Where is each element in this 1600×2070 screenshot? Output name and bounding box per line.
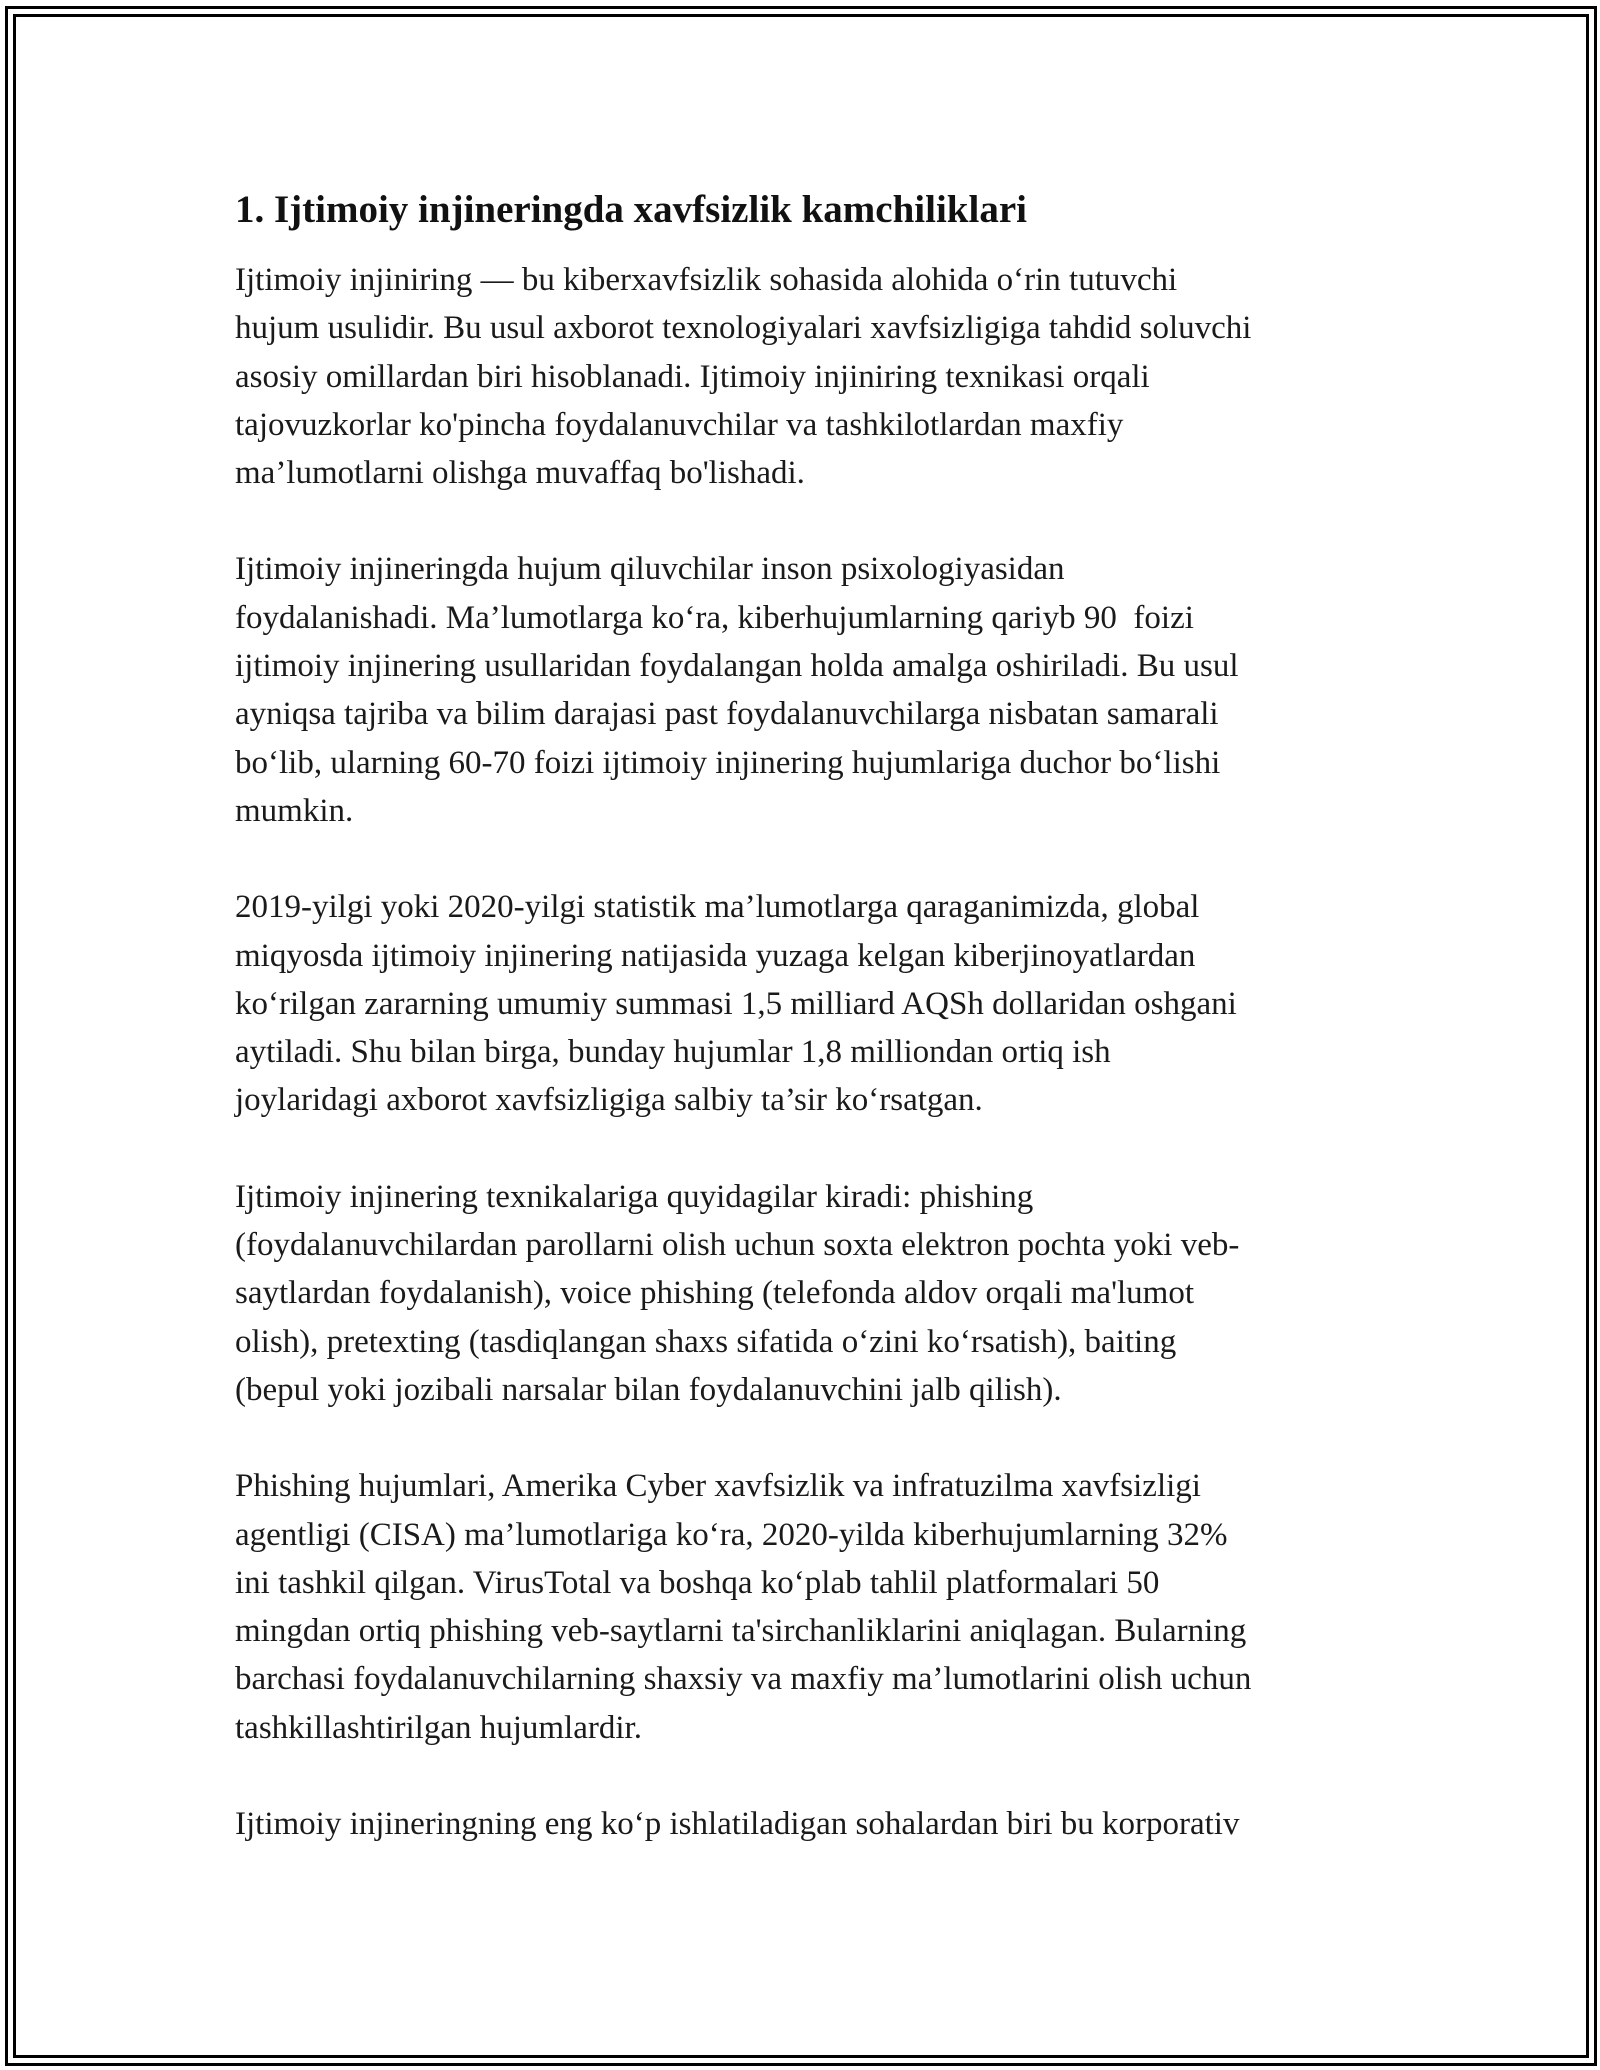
text-line: agentligi (CISA) ma’lumotlariga ko‘ra, 2020-yilda kiberhujumlarning 32% (235, 1516, 1228, 1553)
text-line: saytlardan foydalanish), voice phishing (telefonda aldov orqali ma'lumot (235, 1275, 1195, 1312)
paragraph-3 (235, 883, 1375, 1124)
text-line: bo‘lib, ularning 60-70 foizi ijtimoiy injinering hujumlariga duchor bo‘lishi (235, 744, 1221, 781)
text-line: Ijtimoiy injineringning eng ko‘p ishlatiladigan sohalardan biri bu korporativ (235, 1806, 1240, 1843)
text-line: ko‘rilgan zararning umumiy summasi 1,5 milliard AQSh dollaridan oshgani (235, 985, 1237, 1022)
text-line: Ijtimoiy injineringda hujum qiluvchilar inson psixologiyasidan (235, 551, 1065, 588)
text-line: ayniqsa tajriba va bilim darajasi past foydalanuvchilarga nisbatan samarali (235, 696, 1219, 733)
text-line: mingdan ortiq phishing veb-saytlarni ta'sirchanliklarini aniqlagan. Bularning (235, 1613, 1247, 1650)
text-line: asosiy omillardan biri hisoblanadi. Ijtimoiy injiniring texnikasi orqali (235, 358, 1150, 395)
text-line: Ijtimoiy injinering texnikalariga quyidagilar kiradi: phishing (235, 1178, 1034, 1215)
text-line: mumkin. (235, 792, 354, 829)
text-line: foydalanishadi. Ma’lumotlarga ko‘ra, kiberhujumlarning qariyb 90 foizi (235, 599, 1194, 636)
text-line: olish), pretexting (tasdiqlangan shaxs sifatida o‘zini ko‘rsatish), baiting (235, 1323, 1177, 1360)
text-line: miqyosda ijtimoiy injinering natijasida yuzaga kelgan kiberjinoyatlardan (235, 937, 1196, 974)
paragraph-2 (235, 545, 1375, 835)
paragraph-6 (235, 1800, 1375, 1848)
text-line: ijtimoiy injinering usullaridan foydalangan holda amalga oshiriladi. Bu usul (235, 648, 1239, 685)
text-line: tajovuzkorlar ko'pincha foydalanuvchilar va tashkilotlardan maxfiy (235, 406, 1124, 443)
text-line: (bepul yoki jozibali narsalar bilan foydalanuvchini jalb qilish). (235, 1371, 1062, 1408)
text-line: ini tashkil qilgan. VirusTotal va boshqa ko‘plab tahlil platformalari 50 (235, 1564, 1160, 1601)
paragraph-1 (235, 256, 1375, 497)
text-line: aytiladi. Shu bilan birga, bunday hujumlar 1,8 milliondan ortiq ish (235, 1034, 1111, 1071)
section-heading: 1. Ijtimoiy injineringda xavfsizlik kamchiliklari (235, 188, 1027, 231)
text-line: ma’lumotlarni olishga muvaffaq bo'lishadi. (235, 455, 805, 492)
text-line: tashkillashtirilgan hujumlardir. (235, 1709, 642, 1746)
paragraph-5 (235, 1462, 1375, 1752)
text-line: joylaridagi axborot xavfsizligiga salbiy ta’sir ko‘rsatgan. (235, 1082, 983, 1119)
text-line: barchasi foydalanuvchilarning shaxsiy va maxfiy ma’lumotlarini olish uchun (235, 1661, 1252, 1698)
text-line: hujum usulidir. Bu usul axborot texnologiyalari xavfsizligiga tahdid soluvchi (235, 310, 1252, 347)
document-body (235, 186, 1375, 1896)
text-line: 2019-yilgi yoki 2020-yilgi statistik ma’lumotlarga qaraganimizda, global (235, 889, 1200, 926)
text-line: Ijtimoiy injiniring — bu kiberxavfsizlik sohasida alohida o‘rin tutuvchi (235, 262, 1178, 298)
text-line: Phishing hujumlari, Amerika Cyber xavfsizlik va infratuzilma xavfsizligi (235, 1468, 1201, 1505)
paragraph-4 (235, 1173, 1375, 1414)
text-line: (foydalanuvchilardan parollarni olish uchun soxta elektron pochta yoki veb- (235, 1227, 1240, 1264)
